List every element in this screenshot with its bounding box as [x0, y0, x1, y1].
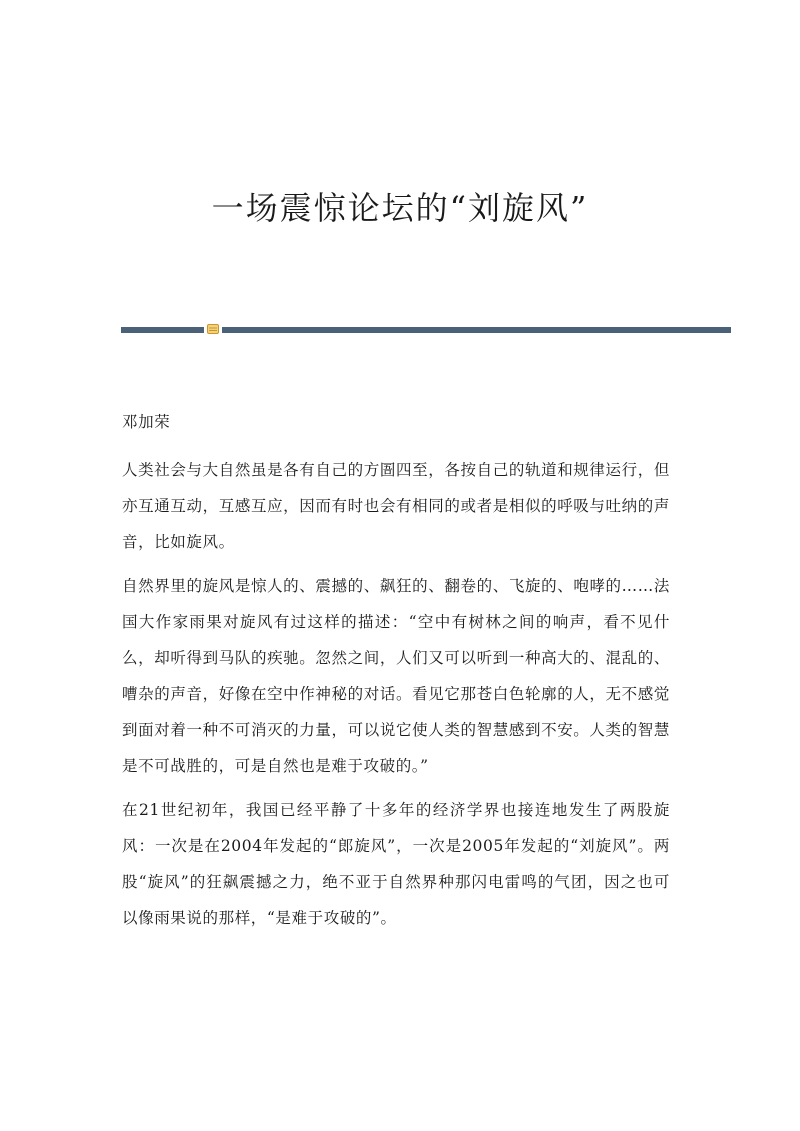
document-title: 一场震惊论坛的“刘旋风” [211, 189, 589, 227]
divider-bar-right [222, 327, 731, 333]
paragraph-1: 人类社会与大自然虽是各有自己的方圄四至，各按自己的轨道和规律运行，但亦互通互动，互感互应，因而有时也会有相同的或者是相似的呼吸与吐纳的声音，比如旋风。 [122, 461, 670, 551]
author-name: 邓加荣 [122, 413, 171, 431]
document-body [122, 404, 670, 944]
divider-bar-left [121, 327, 204, 333]
ornament-icon [207, 324, 219, 334]
paragraph-3: 在21世纪初年，我国已经平静了十多年的经济学界也接连地发生了两股旋风：一次是在2004年发起的“郎旋风”，一次是2005年发起的“刘旋风”。两股“旋风”的狂飙震撼之力，绝不亚于自然界种那闪电雷鸣的气团，因之也可以像雨果说的那样，“是难于攻破的”。 [122, 801, 670, 927]
title-divider [121, 324, 731, 334]
paragraph-2: 自然界里的旋风是惊人的、震撼的、飙狂的、翻卷的、飞旋的、咆哮的……法国大作家雨果对旋风有过这样的描述：“空中有树林之间的响声，看不见什么，却听得到马队的疾驰。忽然之间，人们又可以听到一种高大的、混乱的、嘈杂的声音，好像在空中作神秘的对话。看见它那苍白色轮廓的人，无不感觉到面对着一种不可消灭的力量，可以说它使人类的智慧感到不安。人类的智慧是不可战胜的，可是自然也是难于攻破的。” [122, 577, 670, 775]
